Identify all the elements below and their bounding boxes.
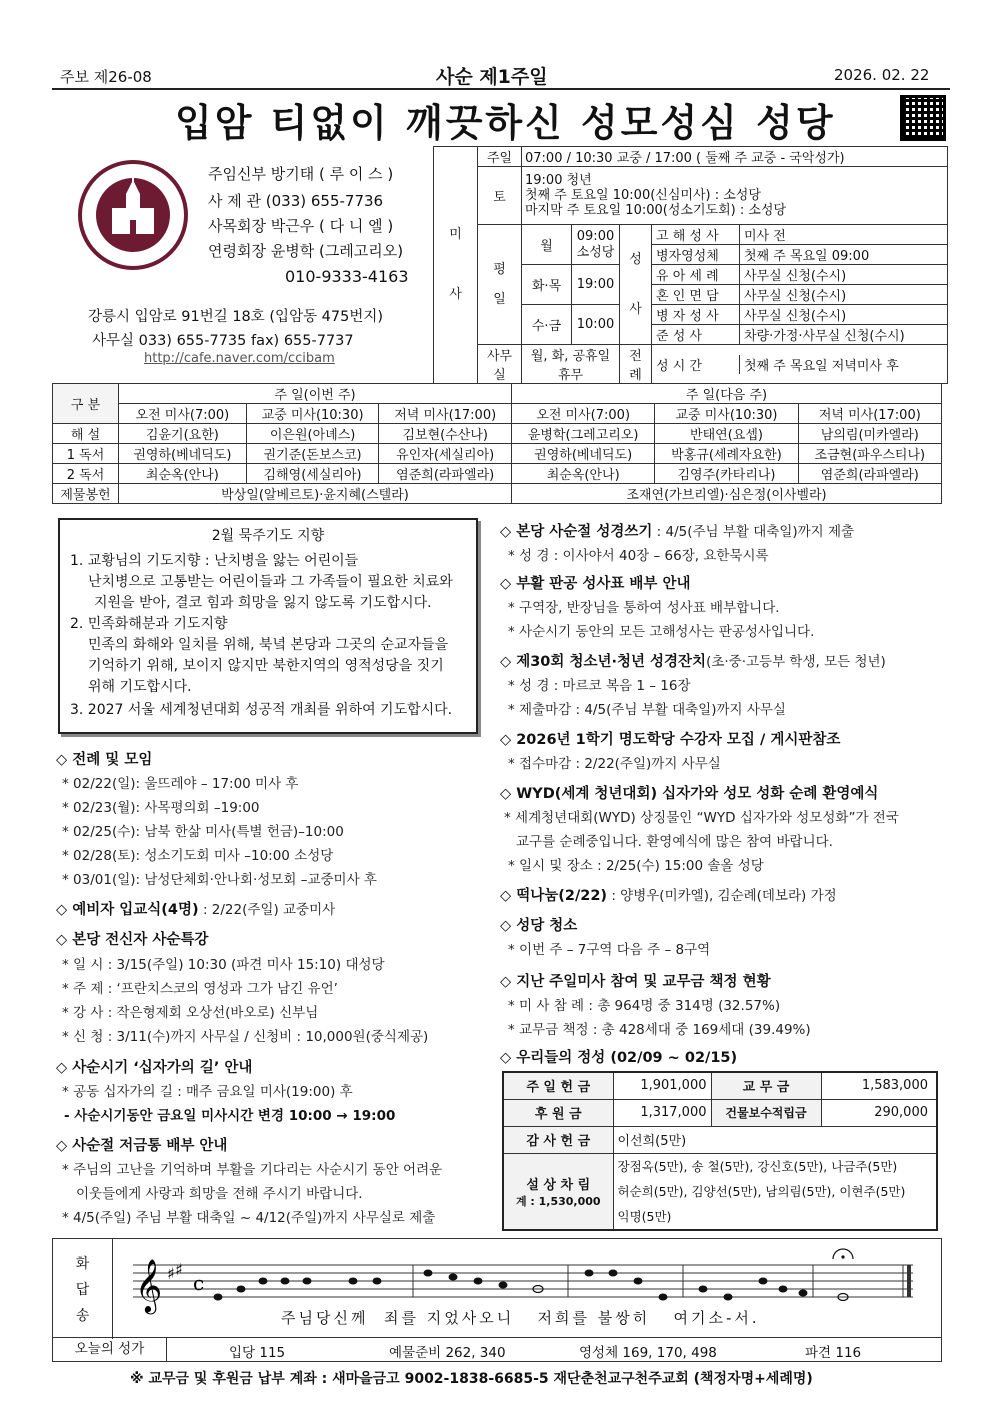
notice-way-of-cross: ◇ 사순시기 ‘십자가의 길’ 안내	[56, 1060, 253, 1076]
hymn-communion: 영성체 169, 170, 498	[579, 1345, 717, 1361]
sunday-offering-label: 주 일 헌 금	[503, 1072, 613, 1099]
table-cell: 반태연(요셉)	[655, 424, 798, 444]
sacrament-row: 고 해 성 사 미사 전	[652, 225, 948, 245]
prayer-intention-box	[58, 518, 478, 734]
notice-item: * 4/5(주일) 주님 부활 대축일 ~ 4/12(주일)까지 사무실로 제출	[62, 1210, 436, 1226]
notice-item: * 미 사 참 례 : 총 964명 중 314명 (32.57%)	[508, 998, 781, 1014]
liturgical-week: 사순 제1주일	[436, 66, 548, 88]
notice-suffix: : 양병우(미카엘), 김순례(데보라) 가정	[607, 888, 837, 904]
table-cell: 조금현(파우스티나)	[798, 444, 941, 464]
notice-title: 우리들의 정성 (02/09 ~ 02/15)	[516, 1050, 738, 1066]
notice-item-cont: 이웃들에게 사랑과 희망을 전해 주시기 바랍니다.	[76, 1186, 363, 1202]
tithe-label: 교 무 금	[711, 1072, 821, 1099]
psalm-label: 화 답 송	[53, 1239, 113, 1339]
notice-item: * 02/23(월): 사목평의회 –19:00	[62, 800, 260, 816]
prayer-line: 1. 교황님의 기도지향 : 난치병을 앓는 어린이들	[70, 553, 359, 569]
rectory-phone: 사 제 관 (033) 655-7736	[208, 192, 384, 210]
hymn-offertory: 예물준비 262, 340	[389, 1345, 506, 1361]
sacrament-row: 병 자 성 사 사무실 신청(수시)	[652, 305, 948, 325]
notice-item: * 교무금 책정 : 총 428세대 중 169세대 (39.49%)	[508, 1022, 811, 1038]
notice-item: * 강 사 : 작은형제회 오상선(바오로) 신부님	[62, 1005, 319, 1021]
thanks-offering-value: 이선희(5만)	[613, 1126, 937, 1153]
sunday-offering-value: 1,901,000	[613, 1072, 711, 1099]
this-week-header: 주 일(이번 주)	[119, 384, 512, 404]
notice-suffix: : 4/5(주님 부활 대축일)까지 제출	[652, 524, 855, 540]
notice-cleaning: ◇ 성당 청소	[500, 918, 578, 934]
notice-title: 지난 주일미사 참여 및 교무금 책정 현황	[516, 974, 771, 990]
address: 강릉시 입암로 91번길 18호 (입암동 475번지)	[88, 309, 384, 325]
district-president: 연령회장 윤병학 (그레고리오)	[208, 242, 404, 260]
next-week-header: 주 일(다음 주)	[512, 384, 942, 404]
notice-item: * 제출마감 : 4/5(주님 부활 대축일)까지 사무실	[508, 702, 786, 718]
qr-code-icon[interactable]	[900, 95, 946, 141]
row-label: 제물봉헌	[53, 484, 119, 504]
svg-text:𝄞: 𝄞	[135, 1258, 163, 1312]
music-staff	[123, 1245, 943, 1315]
notice-item: * 구역장, 반장님을 통하여 성사표 배부합니다.	[508, 600, 780, 616]
building-fund-label: 건물보수적립금	[711, 1099, 821, 1126]
wed-fri-time: 10:00	[572, 305, 620, 345]
table-cell: 조재연(가브리엘)·심은정(이사벨라)	[512, 484, 942, 504]
hymns-label: 오늘의 성가	[53, 1338, 167, 1361]
row-label: 2 독서	[53, 464, 119, 484]
table-cell: 남의림(미카엘라)	[798, 424, 941, 444]
notice-offerings: ◇ 우리들의 정성 (02/09 ~ 02/15)	[500, 1050, 738, 1066]
support-label: 후 원 금	[503, 1099, 613, 1126]
office-hours: 월, 화, 공휴일 휴무	[522, 345, 620, 384]
hymn-recessional: 파견 116	[805, 1345, 862, 1361]
row-label: 해 설	[53, 424, 119, 444]
prayer-line: 3. 2027 서울 세계청년대회 성공적 개최를 위하여 기도합시다.	[70, 702, 453, 718]
mass-label: 미 사	[434, 147, 478, 384]
bulletin-date: 2026. 02. 22	[834, 66, 930, 84]
altar-label-cell: 설 상 차 림 계 : 1,530,000	[503, 1153, 613, 1230]
notice-title: 성당 청소	[516, 918, 578, 934]
prayer-title: 2월 묵주기도 지향	[211, 528, 325, 544]
parish-seal-icon	[78, 160, 188, 270]
notice-liturgy	[56, 748, 152, 769]
notice-title: 제30회 청소년·청년 성경잔치	[516, 654, 707, 670]
mass-header: 오전 미사(7:00)	[512, 404, 655, 424]
notice-item: * 02/28(토): 성소기도회 미사 –10:00 소성당	[62, 848, 334, 864]
notice-item: * 02/22(일): 울뜨레야 – 17:00 미사 후	[62, 776, 299, 792]
table-row	[53, 484, 942, 504]
table-cell: 염준희(라파엘라)	[798, 464, 941, 484]
notice-item: * 일시 및 장소 : 2/25(수) 15:00 솔올 성당	[508, 858, 764, 874]
notice-item: * 03/01(일): 남성단체회·안나회·성모회 –교중미사 후	[62, 872, 377, 888]
notice-item: * 이번 주 – 7구역 다음 주 – 8구역	[508, 942, 711, 958]
notice-item: * 세계청년대회(WYD) 상징물인 “WYD 십자가와 성모성화”가 전국	[504, 810, 899, 826]
mass-header: 교중 미사(10:30)	[655, 404, 798, 424]
church-title: 입암 티없이 깨끗하신 성모성심 성당	[175, 101, 836, 145]
council-president: 사목회장 박근우 ( 다 니 엘 )	[208, 217, 394, 235]
tithe-value: 1,583,000	[821, 1072, 937, 1099]
table-cell: 권기준(돈보스코)	[246, 444, 379, 464]
mass-header: 오전 미사(7:00)	[119, 404, 247, 424]
notice-bible-writing: ◇ 본당 사순절 성경쓰기 : 4/5(주님 부활 대축일)까지 제출	[500, 524, 855, 540]
monday-label: 월	[522, 225, 572, 265]
table-cell: 이은원(아녜스)	[246, 424, 379, 444]
notice-title: 2026년 1학기 명도학당 수강자 모집 / 게시판참조	[516, 732, 841, 748]
rite-label: 전례	[620, 345, 652, 384]
notice-item: * 주님의 고난을 기억하며 부활을 기다리는 사순시기 동안 어려운	[62, 1162, 443, 1178]
table-cell: 최순옥(안나)	[119, 464, 247, 484]
altar-donors: 장점옥(5만), 송 철(5만), 강신호(5만), 나금주(5만) 허순희(5만), 김양선(5만), 남의림(5만), 이현주(5만) 익명(5만)	[613, 1153, 937, 1230]
table-cell: 김해영(세실리아)	[246, 464, 379, 484]
mass-header: 저녁 미사(17:00)	[798, 404, 941, 424]
hymns-row	[52, 1338, 942, 1362]
svg-text:c: c	[193, 1271, 205, 1295]
notice-suffix: (초·중·고등부 학생, 모든 청년)	[706, 654, 886, 670]
table-cell: 권영하(베네딕도)	[119, 444, 247, 464]
table-row	[53, 444, 942, 464]
prayer-line: 기억하기 위해, 보이지 않지만 북한지역의 영적성당을 짓기	[88, 658, 444, 674]
table-cell: 최순옥(안나)	[512, 464, 655, 484]
notice-title: 떡나눔(2/22)	[516, 888, 608, 904]
notice-title: 본당 사순절 성경쓰기	[516, 524, 653, 540]
prayer-line: 민족의 화해와 일치를 위해, 북녘 본당과 그곳의 순교자들을	[88, 637, 449, 653]
rite-row: 성 시 간 첫째 주 목요일 저녁미사 후	[652, 345, 948, 384]
sacrament-row: 병자영성체 첫째 주 목요일 09:00	[652, 245, 948, 265]
office-label: 사무실	[478, 345, 522, 384]
notice-item: * 공동 십자가의 길 : 매주 금요일 미사(19:00) 후	[62, 1084, 353, 1100]
table-cell: 김영주(카타리나)	[655, 464, 798, 484]
notice-title: 사순절 저금통 배부 안내	[72, 1138, 228, 1154]
prayer-line: 난치병으로 고통받는 어린이들과 그 가족들이 필요한 치료와	[88, 574, 453, 590]
notice-title: 사순시기 ‘십자가의 길’ 안내	[72, 1060, 253, 1076]
sunday-label: 주일	[478, 147, 522, 167]
ministry-schedule-table	[52, 383, 942, 504]
mass-header: 교중 미사(10:30)	[246, 404, 379, 424]
notice-item: * 성 경 : 마르코 복음 1 – 16장	[508, 678, 691, 694]
table-cell: 염준희(라파엘라)	[379, 464, 512, 484]
tue-thu-time: 19:00	[572, 265, 620, 305]
support-value: 1,317,000	[613, 1099, 711, 1126]
notice-attendance: ◇ 지난 주일미사 참여 및 교무금 책정 현황	[500, 974, 771, 990]
notice-item: * 성 경 : 이사야서 40장 – 66장, 요한묵시록	[508, 548, 769, 564]
notice-lecture: ◇ 본당 전신자 사순특강	[56, 932, 209, 948]
responsorial-psalm	[52, 1238, 942, 1338]
notice-item: * 주 제 : ‘프란치스코의 영성과 그가 남긴 유언’	[62, 981, 338, 997]
table-cell: 박홍규(세례자요한)	[655, 444, 798, 464]
hymn-entrance: 입당 115	[229, 1345, 286, 1361]
president-phone: 010-9333-4163	[285, 267, 409, 286]
sacrament-row: 유 아 세 례 사무실 신청(수시)	[652, 265, 948, 285]
notice-title: 본당 전신자 사순특강	[72, 932, 209, 948]
saturday-label: 토	[478, 167, 522, 225]
header-rule	[52, 88, 950, 90]
diamond-icon: ◇	[56, 752, 73, 768]
table-row	[53, 464, 942, 484]
prayer-line: 2. 민족화해분과 기도지향	[70, 616, 228, 632]
notice-school: ◇ 2026년 1학기 명도학당 수강자 모집 / 게시판참조	[500, 732, 841, 748]
weekday-label: 평 일	[478, 225, 522, 345]
notice-item: * 일 시 : 3/15(주일) 10:30 (파견 미사 15:10) 대성당	[62, 957, 385, 973]
table-cell: 유인자(세실리아)	[379, 444, 512, 464]
table-cell: 박상일(알베르토)·윤지혜(스텔라)	[119, 484, 512, 504]
notice-bible-fest: ◇ 제30회 청소년·청년 성경잔치(초·중·고등부 학생, 모든 청년)	[500, 654, 886, 670]
wed-fri-label: 수·금	[522, 305, 572, 345]
pastor: 주임신부 방기태 ( 루 이 스 )	[208, 165, 394, 183]
thanks-offering-label: 감 사 헌 금	[503, 1126, 613, 1153]
notice-title: 부활 판공 성사표 배부 안내	[516, 576, 691, 592]
notice-item: * 신 청 : 3/11(수)까지 사무실 / 신청비 : 10,000원(중식제공)	[62, 1029, 429, 1045]
table-cell: 윤병학(그레고리오)	[512, 424, 655, 444]
svg-text:♯: ♯	[175, 1260, 183, 1279]
saturday-times: 19:00 청년 첫째 주 토요일 10:00(신심미사) : 소성당 마지막 주 토요일 10:00(성소기도회) : 소성당	[522, 167, 948, 225]
notice-catechumen: ◇ 예비자 입교식(4명) : 2/22(주일) 교중미사	[56, 902, 336, 918]
mass-times-table	[433, 146, 948, 384]
notice-item-cont: 교구를 순례중입니다. 환영예식에 많은 참여 바랍니다.	[516, 834, 833, 850]
sacrament-row: 혼 인 면 담 사무실 신청(수시)	[652, 285, 948, 305]
prayer-line: 지원을 받아, 결코 힘과 희망을 잃지 않도록 기도합시다.	[94, 595, 432, 611]
mass-header: 저녁 미사(17:00)	[379, 404, 512, 424]
tue-thu-label: 화·목	[522, 265, 572, 305]
table-cell: 김윤기(요한)	[119, 424, 247, 444]
footer-account: ※ 교무금 및 후원금 납부 계좌 : 새마을금고 9002-1838-6685-5 재단춘천교구천주교회 (책정자명+세례명)	[130, 1371, 813, 1387]
psalm-lyrics: 주님당신께 죄를 지었사오니 저희를 불쌍히 여기소-서.	[281, 1309, 760, 1327]
notice-suffix: : 2/22(주일) 교중미사	[198, 902, 336, 918]
notice-wyd: ◇ WYD(세계 청년대회) 십자가와 성모 성화 순례 환영예식	[500, 786, 879, 802]
notice-title: WYD(세계 청년대회) 십자가와 성모 성화 순례 환영예식	[516, 786, 879, 802]
notice-item: * 접수마감 : 2/22(주일)까지 사무실	[508, 756, 721, 772]
notice-piggybank: ◇ 사순절 저금통 배부 안내	[56, 1138, 228, 1154]
building-fund-value: 290,000	[821, 1099, 937, 1126]
notice-title: 예비자 입교식(4명)	[72, 902, 199, 918]
sacrament-label: 성 사	[620, 225, 652, 345]
table-cell: 김보현(수산나)	[379, 424, 512, 444]
notice-title: 전례 및 모임	[72, 752, 153, 768]
schedule-col-label: 구 분	[53, 384, 119, 424]
prayer-line: 위해 기도합시다.	[88, 679, 192, 695]
sacrament-row: 준 성 사 차량·가정·사무실 신청(수시)	[652, 325, 948, 345]
monday-time: 09:00 소성당	[572, 225, 620, 265]
notice-item: * 02/25(수): 남북 한삶 미사(특별 헌금)–10:00	[62, 824, 344, 840]
notice-rice-cake: ◇ 떡나눔(2/22) : 양병우(미카엘), 김순례(데보라) 가정	[500, 888, 837, 904]
row-label: 1 독서	[53, 444, 119, 464]
bulletin-number: 주보 제26-08	[60, 68, 152, 86]
table-row	[53, 424, 942, 444]
notice-item: * 사순시기 동안의 모든 고해성사는 판공성사입니다.	[508, 624, 815, 640]
svg-text:♯: ♯	[167, 1264, 175, 1283]
table-cell: 권영하(베네딕도)	[512, 444, 655, 464]
notice-confession: ◇ 부활 판공 성사표 배부 안내	[500, 576, 691, 592]
notice-bold-line: - 사순시기동안 금요일 미사시간 변경 10:00 → 19:00	[64, 1108, 396, 1124]
sunday-times: 07:00 / 10:30 교중 / 17:00 ( 둘째 주 교중 - 국악성가)	[522, 147, 948, 167]
offerings-table	[502, 1071, 938, 1231]
cafe-link[interactable]: http://cafe.naver.com/ccibam	[144, 351, 335, 366]
office-phone: 사무실 033) 655-7735 fax) 655-7737	[92, 333, 354, 349]
